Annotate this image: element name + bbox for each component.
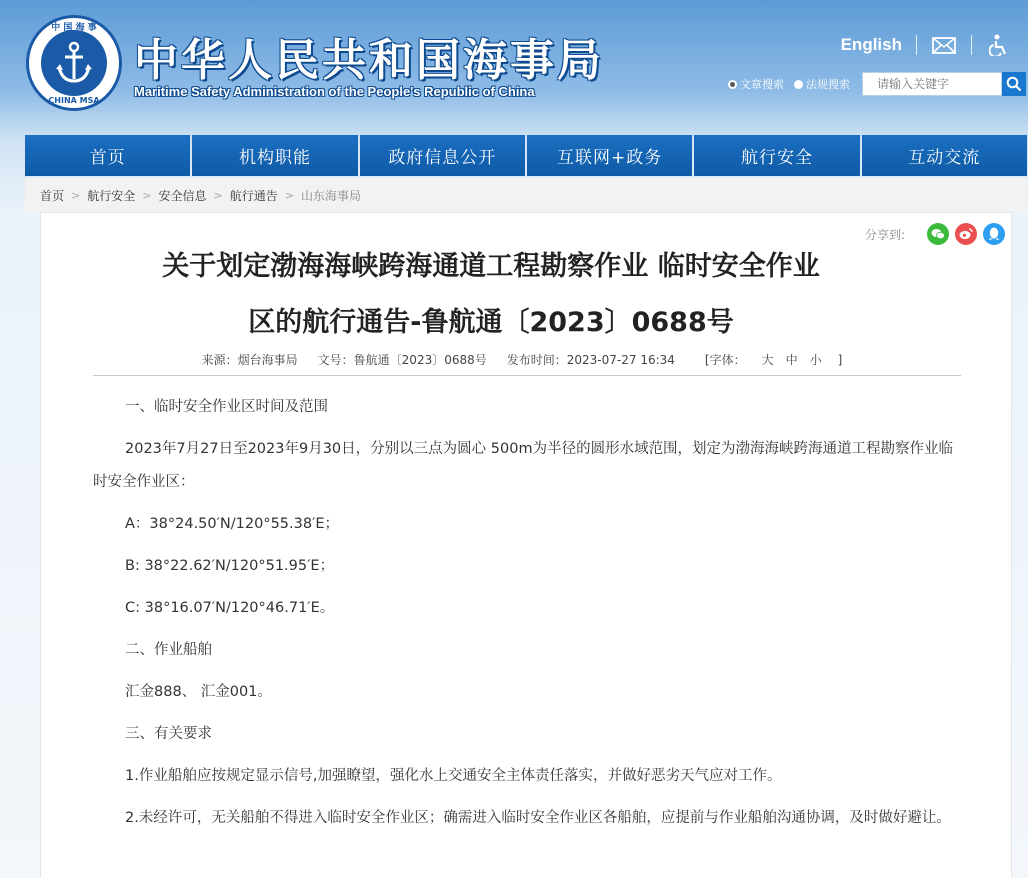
article-title-line-2: 区的航行通告-鲁航通〔2023〕0688号 (248, 307, 734, 338)
article-body (93, 391, 961, 844)
breadcrumb (25, 178, 1027, 212)
article-paragraph: 1.作业船舶应按规定显示信号,加强瞭望，强化水上交通安全主体责任落实，并做好恶劣天气应对工作。 (125, 768, 782, 784)
section-heading: 一、临时安全作业区时间及范围 (125, 399, 328, 415)
breadcrumb-current[interactable]: 山东海事局 (300, 188, 361, 203)
share-label: 分享到: (864, 227, 905, 242)
weibo-share-button[interactable] (955, 223, 977, 245)
site-title: 中华人民共和国海事局 (134, 35, 604, 86)
search-bar (728, 72, 1026, 96)
mail-icon[interactable] (931, 34, 957, 56)
nav-item-navigation-safety[interactable]: 航行安全 (694, 135, 859, 176)
article-paragraph: 汇金888、 汇金001。 (125, 684, 272, 700)
qq-share-button[interactable] (983, 223, 1005, 245)
article-meta (93, 348, 961, 376)
font-size-medium-button[interactable]: 中 (785, 353, 798, 367)
search-option-article-label: 文章搜索 (740, 78, 784, 91)
radio-unselected-icon (794, 80, 803, 89)
breadcrumb-notices[interactable]: 航行通告 (229, 188, 278, 203)
font-size-large-button[interactable]: 大 (761, 353, 774, 367)
font-size-label: [字体： (704, 353, 746, 367)
search-button[interactable] (1002, 72, 1026, 96)
accessibility-icon[interactable] (986, 34, 1012, 56)
english-link[interactable]: English (840, 35, 902, 54)
nav-item-internet-gov[interactable]: 互联网+政务 (527, 135, 692, 176)
article-doc-number: 文号：鲁航通〔2023〕0688号 (317, 353, 487, 367)
radio-selected-icon (728, 80, 737, 89)
nav-item-gov-info[interactable]: 政府信息公开 (360, 135, 525, 176)
article-source: 来源：烟台海事局 (201, 353, 298, 367)
main-nav (25, 135, 1027, 176)
article-title-line-1: 关于划定渤海海峡跨海通道工程勘察作业 临时安全作业 (162, 251, 820, 282)
china-msa-logo[interactable] (26, 15, 122, 111)
anchor-icon (41, 30, 107, 96)
breadcrumb-safety-info[interactable]: 安全信息 (158, 188, 207, 203)
divider (916, 35, 917, 55)
breadcrumb-separator: > (284, 188, 294, 202)
nav-item-functions[interactable]: 机构职能 (192, 135, 357, 176)
breadcrumb-separator: > (71, 188, 81, 202)
qq-icon (988, 227, 1000, 241)
breadcrumb-home[interactable]: 首页 (40, 188, 65, 203)
search-option-law[interactable] (794, 76, 850, 92)
coordinate-point-b: B: 38°22.62′N/120°51.95′E； (125, 558, 335, 574)
article-panel (40, 212, 1012, 878)
logo-bottom-text: CHINA MSA (48, 96, 100, 105)
weibo-icon (959, 228, 973, 240)
wechat-icon (931, 228, 945, 240)
site-subtitle: Maritime Safety Administration of the People's Republic of China (134, 84, 535, 99)
coordinate-point-a: A：38°24.50′N/120°55.38′E； (125, 516, 340, 532)
search-option-article[interactable] (728, 76, 784, 92)
breadcrumb-separator: > (142, 188, 152, 202)
section-heading: 二、作业船舶 (125, 642, 212, 658)
nav-item-interaction[interactable]: 互动交流 (862, 135, 1027, 176)
search-input[interactable] (862, 72, 1002, 96)
article-publish-time: 发布时间：2023-07-27 16:34 (506, 353, 675, 367)
search-icon (1006, 76, 1022, 92)
header-tools (841, 34, 1012, 56)
wechat-share-button[interactable] (927, 223, 949, 245)
section-heading: 三、有关要求 (125, 726, 212, 742)
article-paragraph: 2023年7月27日至2023年9月30日，分别以三点为圆心 500m为半径的圆形水域范围，划定为渤海海峡跨海通道工程勘察作业临时安全作业区： (93, 441, 954, 490)
font-size-control (695, 351, 852, 368)
font-size-close: ] (837, 353, 843, 367)
site-header (0, 0, 1028, 130)
divider (971, 35, 972, 55)
article-paragraph: 2.未经许可，无关船舶不得进入临时安全作业区；确需进入临时安全作业区各船舶，应提前与作业船舶沟通协调，及时做好避让。 (125, 810, 951, 826)
coordinate-point-c: C: 38°16.07′N/120°46.71′E。 (125, 600, 335, 616)
nav-item-home[interactable]: 首页 (25, 135, 190, 176)
breadcrumb-separator: > (213, 188, 223, 202)
search-option-law-label: 法规搜索 (806, 78, 850, 91)
logo-top-text: 中 国 海 事 (51, 23, 97, 33)
breadcrumb-navigation-safety[interactable]: 航行安全 (87, 188, 136, 203)
font-size-small-button[interactable]: 小 (809, 353, 822, 367)
article-title (91, 239, 891, 351)
